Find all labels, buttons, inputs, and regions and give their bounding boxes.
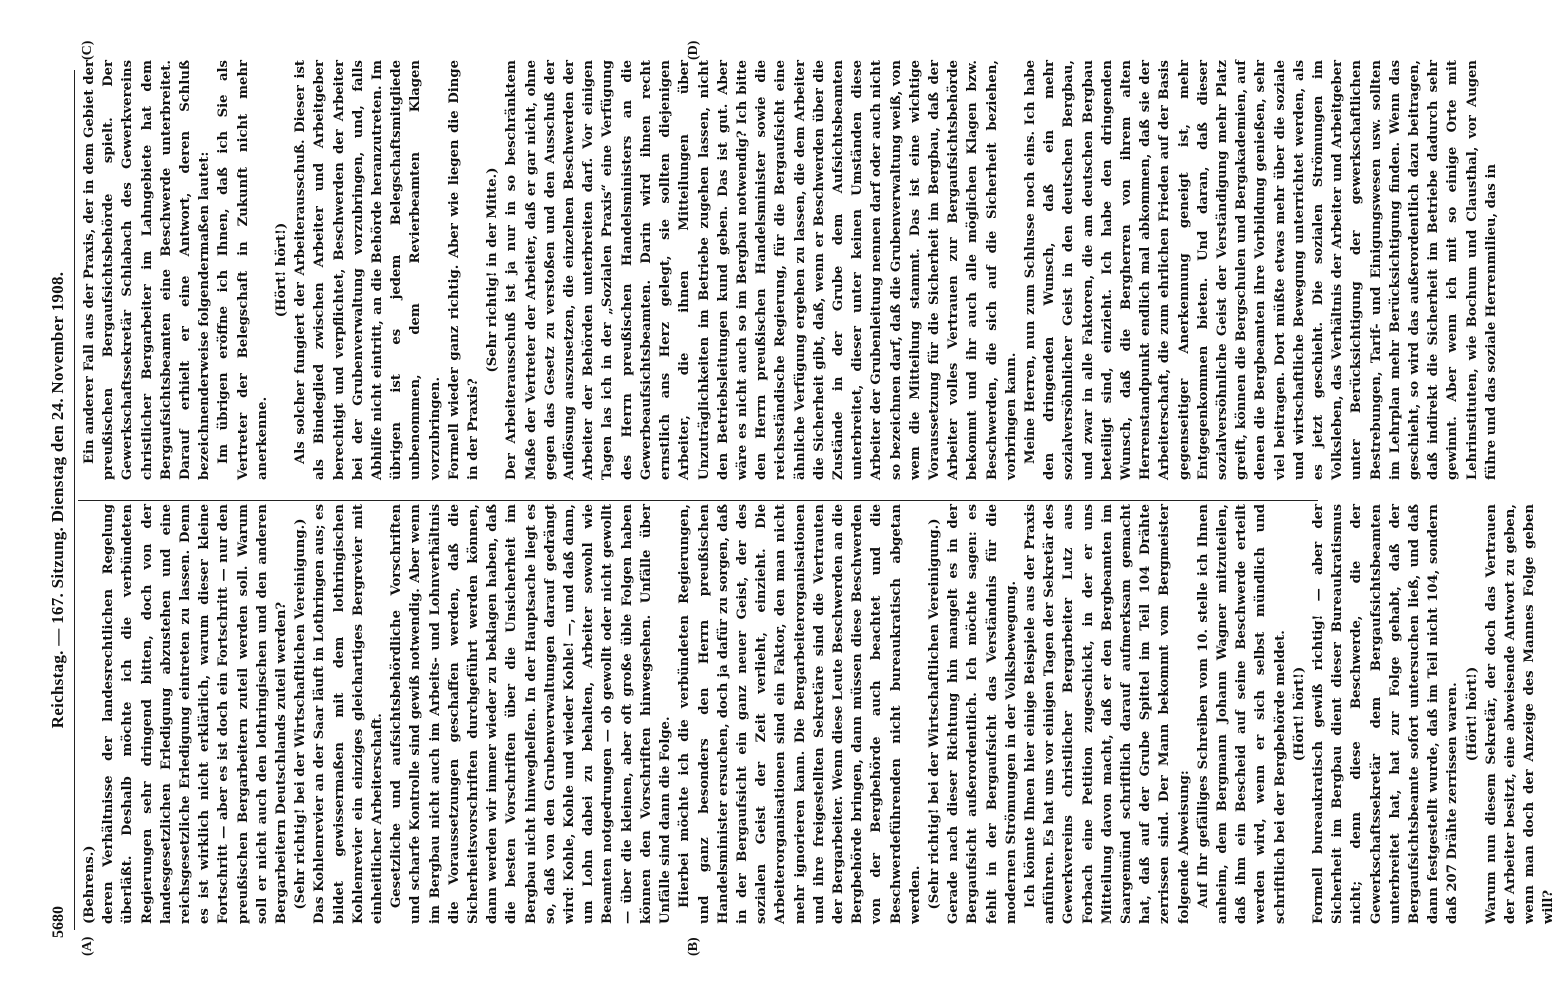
interjection: (Hört! hört!) — [274, 222, 290, 318]
left-column — [80, 504, 1557, 924]
margin-marker-c: (C) — [80, 40, 95, 60]
right-column — [80, 60, 1499, 480]
column-divider — [78, 500, 1318, 501]
paragraph: (Behrens.) — [82, 845, 97, 924]
margin-marker-b: (B) — [686, 937, 701, 956]
paragraph: deren Verhältnisse der landesrechtlichen Regelung überläßt. Deshalb möchte ich die verbündeten Regierungen sehr dringend bitten, doch von der landesgesetzlichen Erledigung abzustehen und eine reichsgesetzliche Erledigung eintreten zu lassen. Denn es ist wirklich nicht erklärlich, warum dieser kleine Fortschritt — aber es ist doch ein Fortschritt — nur den preußischen Bergarbeitern zuteil werden soll. Warum soll er nicht auch den lothringischen und den anderen Bergarbeitern Deutschlands zuteil werden? — [101, 504, 290, 924]
paragraph: Meine Herren, nun zum Schlusse noch eins. Ich habe den dringenden Wunsch, daß ein mehr sozialversöhnlicher Geist in den deutschen Bergbau, und zwar in alle Faktoren, die am deutschen Bergbau beteiligt sind, einzieht. Ich habe den dringenden Wunsch, daß die Bergherren von ihrem alten Herrenstandpunkt endlich mal abkommen, daß sie der Arbeiterschaft, die zum ehrlichen Frieden auf der Basis gegenseitiger Anerkennung geneigt ist, mehr Entgegenkommen bieten. Und daran, daß dieser sozialversöhnliche Geist der Verständigung mehr Platz greift, können die Bergschulen und Bergakademien, auf denen die Bergbeamten ihre Vorbildung genießen, sehr viel beitragen. Dort müßte etwas mehr über die soziale und wirtschaftliche Bewegung unterrichtet werden, als es jetzt geschieht. Die sozialen Strömungen im Volksleben, das Verhältnis der Arbeiter und Arbeitgeber unter Berücksichtigung der gewerkschaftlichen Bestrebungen, Tarif- und Einigungswesen usw. sollten im Lehrplan mehr Berücksichtigung finden. Wenn das geschieht, so wird das außerordentlich dazu beitragen, daß indirekt die Sicherheit im Betriebe dadurch sehr gewinnt. Aber wenn ich mit so einige Orte mit Lehrinstituten, wie Bochum und Clausthal, vor Augen führe und das soziale Herrenmilieu, das in — [1022, 60, 1499, 480]
paragraph: Warum nun diesem Sekretär, der doch das Vertrauen der Arbeiter besitzt, eine abweisende Antwort zu geben, wenn man doch der Anzeige des Mannes Folge geben will? — [1483, 504, 1557, 924]
paragraph: Im übrigen eröffne ich Ihnen, daß ich Sie als Vertreter der Belegschaft in Zukunft nicht mehr anerkenne. — [216, 60, 270, 480]
interjection: (Hört! hört!) — [1291, 666, 1307, 762]
interjection: (Sehr richtig! bei der Wirtschaftlichen Vereinigung.) — [293, 518, 309, 910]
paragraph: Als solcher fungiert der Arbeiterausschuß. Dieser ist als Bindeglied zwischen Arbeiter und Arbeitgeber berechtigt und verpflichtet, Beschwerden der Arbeiter bei der Grubenverwaltung vorzubringen, und, falls Abhilfe nicht eintritt, an die Behörde heranzutreten. Im übrigen ist es jedem Belegschaftsmitgliede unbenommen, dem Revierbeamten Klagen vorzubringen. — [293, 60, 443, 480]
paragraph: Der Arbeiterausschuß ist ja nur in so beschränktem Maße der Vertreter der Arbeiter, daß er gar nicht, ohne gegen das Gesetz zu verstoßen und den Ausschuß der Auflösung auszusetzen, die einzelnen Beschwerden der Arbeiter der Behörden unterbreiten darf. Vor einigen Tagen las ich in der „Sozialen Praxis“ eine Verfügung des Herrn preußischen Handelsministers an die Gewerbeaufsichtsbeamten. Darin wird ihnen recht ernstlich ans Herz gelegt, sie sollten diejenigen Arbeiter, die ihnen Mitteilungen über Unzuträglichkeiten im Betriebe zugehen lassen, nicht den Betriebsleitungen kund geben. Das ist gut. Aber wäre es nicht auch so im Bergbau notwendig? Ich bitte den Herrn preußischen Handelsminister sowie die reichsständische Regierung, für die Bergaufsicht eine ähnliche Verfügung ergehen zu lassen, die dem Arbeiter die Sicherheit gibt, daß, wenn er Beschwerden über die Zustände in der Grube dem Aufsichtsbeamten unterbreitet, dieser unter keinen Umständen diese Arbeiter der Grubenleitung nennen darf oder auch nicht so bezeichnen darf, daß die Grubenverwaltung weiß, von wem die Mitteilung stammt. Das ist eine wichtige Voraussetzung für die Sicherheit im Bergbau, daß der Arbeiter volles Vertrauen zur Bergaufsichtsbehörde bekommt und ihr auch alle möglichen Klagen bzw. Beschwerden, die sich auf die Sicherheit beziehen, vorbringen kann. — [504, 60, 1019, 480]
paragraph: Auf Ihr gefälliges Schreiben vom 10. stelle ich Ihnen anheim, dem Bergmann Johann Wagner mitzuteilen, daß ihm ein Bescheid auf seine Beschwerde erteilt werden wird, wenn er sich selbst mündlich und schriftlich bei der Bergbehörde meldet. — [1195, 504, 1288, 924]
paragraph: Formell bureaukratisch gewiß richtig! — aber der Sicherheit im Bergbau dient dieser Bureaukratismus nicht; denn diese Beschwerde, die der Gewerkschaftssekretär dem Bergaufsichtsbeamten unterbreitet hat, hat zur Folge gehabt, daß der Bergaufsichtsbeamte sofort untersuchen ließ, und daß dann festgestellt wurde, daß im Teil nicht 104, sondern daß 207 Drähte zerrissen waren. — [1311, 504, 1461, 924]
paragraph: Das Kohlenrevier an der Saar läuft in Lothringen aus; es bildet gewissermaßen mit dem lothringischen Kohlenrevier ein einziges gleichartiges Bergrevier mit einheitlicher Arbeiterschaft. — [312, 504, 386, 924]
paragraph: Gesetzliche und aufsichtsbehördliche Vorschriften und scharfe Kontrolle sind gewiß notwendig. Aber wenn im Bergbau nicht auch im Arbeits- und Lohnverhältnis die Voraussetzungen geschaffen werden, daß die Sicherheitsvorschriften durchgeführt werden können, dann werden wir immer wieder zu beklagen haben, daß die besten Vorschriften über die Unsicherheit im Bergbau nicht hinweghelfen. In der Hauptsache liegt es so, daß von den Grubenverwaltungen darauf gedrängt wird: Kohle, Kohle und wieder Kohle! —, und daß dann, um Lohn dabei zu behalten, Arbeiter sowohl wie Beamten notgedrungen — ob gewollt oder nicht gewollt — über die kleinen, aber oft große üble Folgen haben können den Vorschriften hinwegsehen. Unfälle über Unfälle sind dann die Folge. — [389, 504, 674, 924]
paragraph: Ein anderer Fall aus der Praxis, der in dem Gebiet der preußischen Bergaufsichtsbehörde spielt. Der Gewerkschaftssekretär Schlabach des Gewerkvereins christlicher Bergarbeiter im Lahngebiete hat dem Bergaufsichtsbeamten eine Beschwerde unterbreitet. Darauf erhielt er eine Antwort, deren Schluß bezeichnenderweise folgendermaßen lautet: — [82, 60, 213, 480]
page-title: Reichstag. — 167. Sitzung. Dienstag den 24. November 1908. — [48, 271, 67, 729]
interjection: (Hört! hört!) — [1464, 666, 1480, 762]
header-rule — [74, 70, 75, 930]
paragraph: Formell wieder ganz richtig. Aber wie liegen die Dinge in der Praxis? — [446, 60, 482, 480]
paragraph: Hierbei möchte ich die verbündeten Regierungen, und ganz besonders den Herrn preußischen Handelsminister ersuchen, doch ja dafür zu sorgen, daß in der Bergaufsicht ein ganz neuer Geist, der des sozialen Geist der Zeit verlieht, einzieht. Die Arbeiterorganisationen sind ein Faktor, den man nicht mehr ignorieren kann. Die Bergarbeiterorganisationen und ihre freigestellten Sekretäre sind die Vertrauten der Bergarbeiter. Wenn diese Leute Beschwerden an die Bergbehörde bringen, dann müssen diese Beschwerden von der Bergbehörde auch beachtet und die Beschwerdeführenden nicht bureaukratisch abgetan werden. — [677, 504, 923, 924]
margin-marker-d: (D) — [686, 40, 701, 60]
paragraph: Ich könnte Ihnen hier einige Beispiele aus der Praxis anführen. Es hat uns vor einigen Tagen der Sekretär des Gewerkvereins christlicher Bergarbeiter Lutz aus Forbach eine Petition zugeschickt, in der er uns Mitteilung davon macht, daß er den Bergbeamten im Saargemünd schriftlich darauf aufmerksam gemacht hat, daß auf der Grube Spittel im Teil 104 Drähte zerrissen sind. Der Mann bekommt vom Bergmeister folgende Abweisung: — [1022, 504, 1192, 924]
interjection: (Sehr richtig! bei der Wirtschaftlichen Vereinigung.) — [926, 518, 942, 910]
paragraph: Gerade nach dieser Richtung hin mangelt es in der Bergaufsicht außerordentlich. Ich möchte sagen: es fehlt in der Bergaufsicht das Verständnis für die modernen Strömungen in der Volksbewegung. — [946, 504, 1019, 924]
page-number: 5680 — [50, 906, 67, 938]
interjection: (Sehr richtig! in der Mitte.) — [485, 167, 501, 373]
margin-marker-a: (A) — [80, 936, 95, 956]
